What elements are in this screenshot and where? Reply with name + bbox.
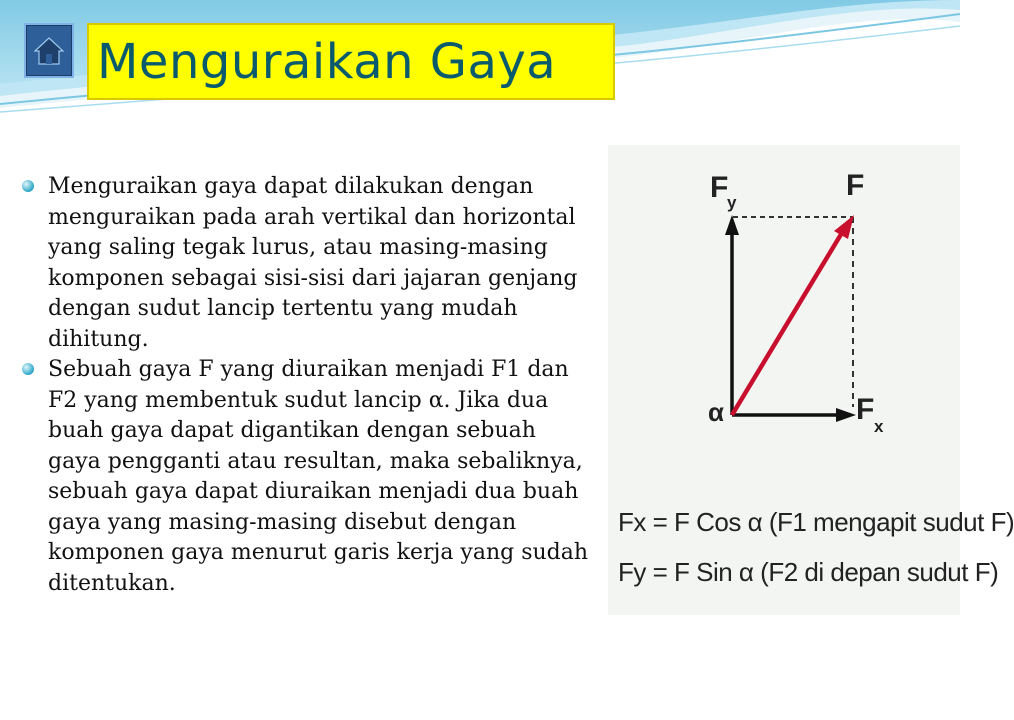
bullet-icon bbox=[22, 180, 34, 192]
fx-arrowhead bbox=[836, 408, 856, 422]
label-fy: F bbox=[710, 171, 729, 204]
force-diagram-drawing bbox=[608, 145, 960, 615]
resultant-arrowhead bbox=[834, 215, 854, 239]
list-item bbox=[20, 355, 595, 599]
bullet-text: Menguraikan gaya dapat dilakukan dengan menguraikan pada arah vertikal dan horizontal yang saling tegak lurus, atau masing-masing komponen sebagai sisi-sisi dari jajaran genjang dengan sudut lancip tertentu yang mudah dihitung. bbox=[48, 174, 578, 352]
bullet-icon bbox=[22, 363, 34, 375]
home-icon bbox=[32, 34, 66, 68]
resultant-arrow bbox=[732, 231, 843, 415]
label-fx: F bbox=[856, 393, 875, 426]
force-diagram bbox=[608, 145, 1014, 615]
list-item bbox=[20, 172, 595, 355]
home-button[interactable] bbox=[24, 23, 74, 78]
label-fy-subscript: y bbox=[727, 193, 737, 212]
title-box bbox=[87, 23, 615, 100]
page-title: Menguraikan Gaya bbox=[97, 33, 557, 90]
label-fx-subscript: x bbox=[874, 417, 884, 436]
bullet-text: Sebuah gaya F yang diuraikan menjadi F1 dan F2 yang membentuk sudut lancip α. Jika dua buah gaya dapat digantikan dengan sebuah gaya pengganti atau resultan, maka sebaliknya, sebuah gaya dapat diuraikan menjadi dua buah gaya yang masing-masing disebut dengan komponen gaya menurut garis kerja yang sudah ditentukan. bbox=[48, 357, 589, 596]
formula-fy: Fy = F Sin α (F2 di depan sudut F) bbox=[618, 557, 999, 587]
formula-fx: Fx = F Cos α (F1 mengapit sudut F) bbox=[618, 507, 1014, 537]
label-f: F bbox=[846, 169, 865, 202]
bullet-list bbox=[20, 172, 595, 599]
label-alpha: α bbox=[708, 397, 724, 427]
